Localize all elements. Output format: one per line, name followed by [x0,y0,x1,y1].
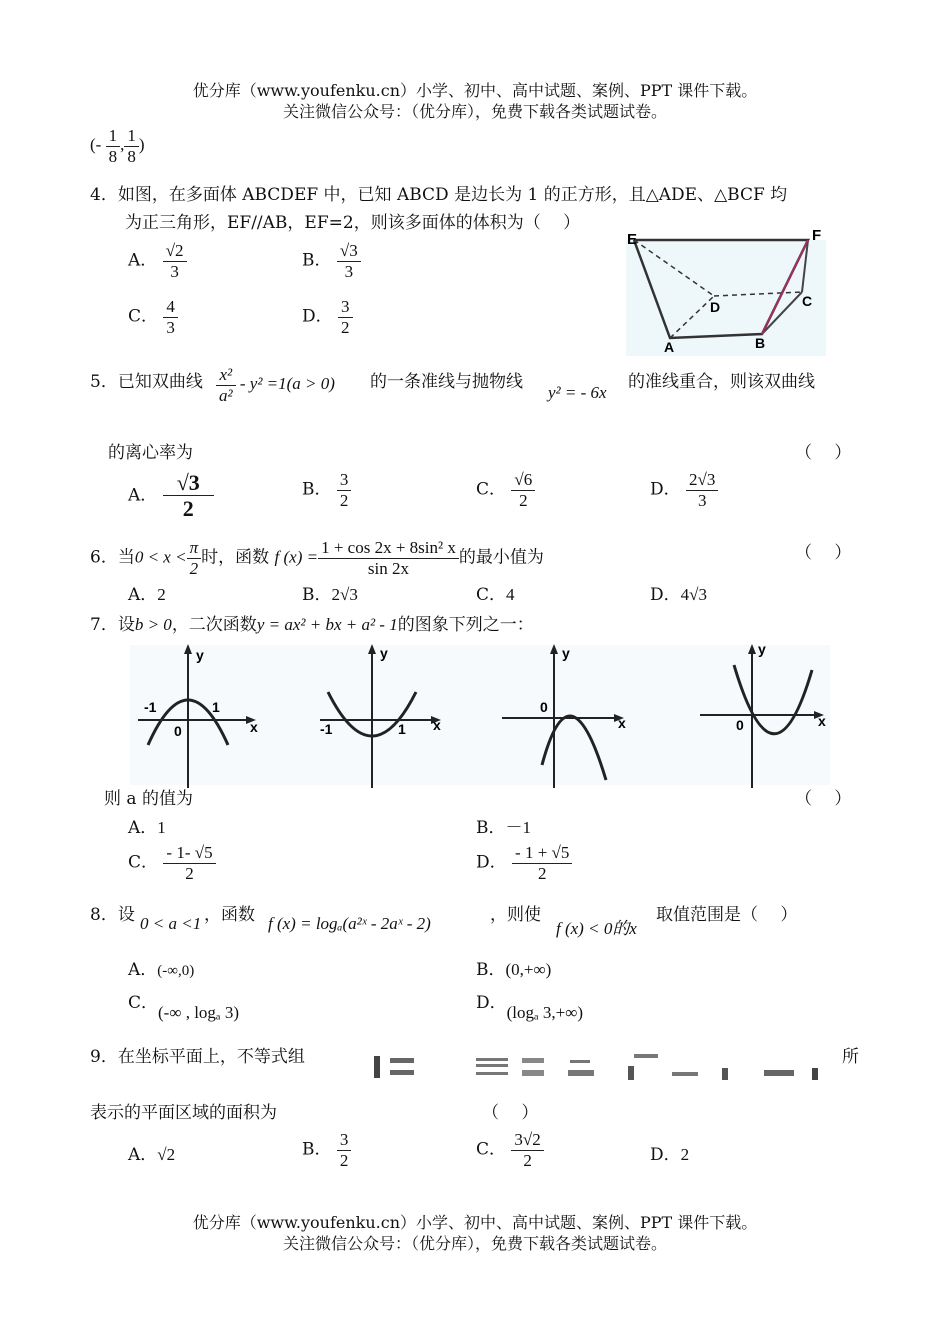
q7-bracket: （ ） [795,789,852,809]
q5-frac-num: x² [216,365,236,386]
q7-option-b[interactable] [476,813,531,838]
q4-d-den: 2 [341,317,350,337]
q4-b-den: 3 [344,261,354,281]
q8-a-val: (-∞,0) [157,963,195,979]
g1-neg1: -1 [144,699,157,715]
q9-c-label: C． [476,1139,507,1160]
q6-c-val: 4 [506,585,515,604]
q4-d-num: 3 [338,297,353,318]
q6-d-val: 4√3 [680,585,707,604]
fig-label-f: F [812,227,822,244]
q9-line-2: 表示的平面区域的面积为 [90,1103,277,1123]
prev-den-2: 8 [127,146,136,166]
q9-d-label: D． [650,1145,681,1165]
g2-x: x [433,717,441,733]
q7-d-den: 2 [537,863,547,883]
prev-den-1: 8 [108,146,118,166]
q5-c-num: √6 [511,470,535,491]
q5-a-label: A． [128,485,158,506]
q9-option-a[interactable] [128,1140,175,1165]
q7-option-a[interactable] [128,813,166,838]
g3-y: y [562,645,570,661]
q6-option-c[interactable] [476,580,515,605]
previous-answer [90,126,145,166]
q6-f-den: sin 2x [367,558,410,578]
q5-post: 的准线重合，则该双曲线 [628,372,815,392]
q9-option-c[interactable] [476,1130,544,1170]
q5-d-den: 3 [697,490,707,510]
q9-c-den: 2 [523,1150,532,1170]
q5-a-num: √3 [163,470,214,496]
q5-parabola: y² = - 6x [548,383,607,402]
fig-label-c: C [802,293,813,309]
g2-y: y [380,645,388,661]
g2-one: 1 [398,721,406,737]
q9-bracket: （ ） [482,1103,539,1123]
q5-d-label: D． [650,479,681,500]
q4-a-den: 3 [170,261,179,281]
polyhedron-figure [622,226,832,358]
q8-b-val: (0,+∞) [505,960,552,979]
q9-inequality-system-image [372,1052,824,1082]
q5-hyperbola [216,365,335,405]
fig-label-a: A [664,339,675,355]
q4-option-d[interactable] [302,297,353,337]
q5-frac-den: a² [219,385,233,405]
q5-option-b[interactable] [302,470,351,510]
q6-mid: 时，函数 [201,547,270,568]
q7-func: y = ax² + bx + a² - 1 [256,615,398,634]
q7-d-label: D． [476,852,507,873]
q6-option-d[interactable] [650,580,707,605]
q6-cond-den: 2 [189,558,199,578]
q8-func: f (x) = logₐ(a²ˣ - 2aˣ - 2) [268,914,431,933]
q5-b-den: 2 [339,490,349,510]
q6-a-val: 2 [157,585,166,604]
q6-fx: f (x) = [274,547,319,567]
q7-cond: b > 0 [134,615,172,634]
q7-post: 的图象下列之一： [397,615,534,635]
q4-line-2: 为正三角形，EF//AB，EF=2，则该多面体的体积为（ ） [125,213,581,233]
q8-post: 取值范围是（ ） [656,905,798,925]
q8-d-label: D． [476,993,507,1013]
q9-pre: 9．在坐标平面上，不等式组 [90,1047,305,1067]
header-line-2: 关注微信公众号：（优分库），免费下载各类试题试卷。 [282,102,667,121]
q6-option-b[interactable] [302,580,358,605]
q8-mid2: ，则使 [490,905,541,925]
q6-bracket: （ ） [795,543,852,563]
q7-b-label: B． [476,818,506,838]
q9-b-den: 2 [339,1150,349,1170]
q8-cond2: f (x) < 0的x [556,919,637,938]
footer-line-1: 优分库（www.youfenku.cn）小学、初中、高中试题、案例、PPT 课件下载。 [192,1213,758,1232]
prev-comma: , [120,134,125,154]
q6-d-label: D． [650,585,681,605]
q4-d-label: D． [302,306,333,327]
q6-c-label: C． [476,585,507,605]
q8-cond: 0 < a <1 [140,914,202,933]
q9-a-label: A． [128,1145,158,1165]
q5-pre: 5．已知双曲线 [90,372,203,392]
q4-b-num: √3 [337,241,361,262]
q7-line-2: 则 a 的值为 [104,789,193,809]
q4-b-label: B． [302,250,332,271]
q7-mid: ，二次函数 [171,615,257,635]
q7-c-num: - 1- √5 [163,843,215,864]
q7-c-label: C． [128,852,159,873]
g4-y: y [758,641,766,657]
header-line-1: 优分库（www.youfenku.cn）小学、初中、高中试题、案例、PPT 课件下载。 [192,81,758,100]
q8-c-label: C． [128,993,159,1013]
q8-pre: 8．设 [90,905,135,925]
q5-d-num: 2√3 [686,470,718,491]
q4-option-b[interactable] [302,241,361,281]
q7-c-den: 2 [185,863,194,883]
q9-d-val: 2 [680,1145,690,1164]
q6-option-a[interactable] [128,580,166,605]
q5-hyperbola-eq: - y² =1(a > 0) [239,373,335,393]
q4-a-label: A． [128,250,158,271]
q6-cond-num: π [187,538,202,559]
q7-graphs [130,640,830,790]
q6-b-label: B． [302,585,332,605]
g4-x: x [818,713,826,729]
q5-bracket: （ ） [795,443,852,463]
prev-num-2: 1 [124,126,139,147]
q7-line [90,610,534,635]
g4-zero: 0 [736,717,744,733]
q5-option-a[interactable] [128,470,214,522]
q9-c-num: 3√2 [511,1130,543,1151]
q9-b-num: 3 [337,1130,352,1151]
q4-option-c[interactable] [128,297,178,337]
fig-label-d: D [710,299,721,315]
q7-option-d[interactable] [476,843,572,883]
q6-cond: 0 < x < [134,547,187,567]
q7-pre: 7．设 [90,615,135,635]
fig-label-b: B [755,335,766,351]
q6-b-val: 2√3 [331,585,358,604]
q9-post: 所 [842,1047,859,1067]
q4-c-den: 3 [166,317,175,337]
q5-line-2: 的离心率为 [108,443,193,463]
g1-zero: 0 [174,723,182,739]
g1-one: 1 [212,699,220,715]
q5-b-label: B． [302,479,332,500]
g2-neg1: -1 [320,721,333,737]
q8-option-b[interactable] [476,955,551,980]
g3-zero: 0 [540,699,548,715]
q7-option-c[interactable] [128,843,216,883]
q9-option-d[interactable] [650,1140,689,1165]
prev-close: ) [138,134,145,154]
prev-num-1: 1 [106,126,121,147]
q9-a-val: √2 [157,1145,176,1164]
g1-y: y [196,647,204,663]
footer-line-2: 关注微信公众号：（优分库），免费下载各类试题试卷。 [282,1234,667,1253]
q8-a-label: A． [128,960,158,980]
q8-b-label: B． [476,960,506,980]
q5-c-label: C． [476,479,507,500]
q5-mid: 的一条准线与抛物线 [370,372,523,392]
q5-a-den: 2 [182,496,194,522]
q4-option-a[interactable] [128,241,187,281]
q4-c-label: C． [128,306,159,327]
g1-x: x [250,719,258,735]
q5-c-den: 2 [519,490,528,510]
q5-option-c[interactable] [476,470,535,510]
q8-mid: ，函数 [204,905,255,925]
q7-a-label: A． [128,818,158,838]
q6-post: 的最小值为 [458,547,544,568]
g3-x: x [618,715,626,731]
q9-b-label: B． [302,1139,332,1160]
q4-c-num: 4 [163,297,178,318]
q8-d-val: (logₐ 3,+∞) [506,1003,584,1022]
q7-d-num: - 1 + √5 [512,843,572,864]
q6-f-num: 1 + cos 2x + 8sin² x [318,538,459,559]
q4-a-num: √2 [163,241,187,262]
q8-c-val: (-∞ , logₐ 3) [158,1003,239,1022]
q5-option-d[interactable] [650,470,718,510]
q5-b-num: 3 [337,470,352,491]
q8-option-a[interactable] [128,955,194,980]
q8-option-d[interactable] [476,988,584,1022]
q6-line [90,538,544,578]
q6-a-label: A． [128,585,158,605]
fig-label-e: E [627,231,638,248]
q7-a-val: 1 [157,818,166,837]
q7-b-val: －1 [505,818,531,837]
q4-line-1: 4．如图，在多面体 ABCDEF 中，已知 ABCD 是边长为 1 的正方形，且△ADE、△BCF 均 [90,185,788,205]
prev-open: (- [90,134,102,154]
q6-pre: 6．当 [90,547,135,568]
q9-option-b[interactable] [302,1130,351,1170]
q8-option-c[interactable] [128,988,239,1022]
